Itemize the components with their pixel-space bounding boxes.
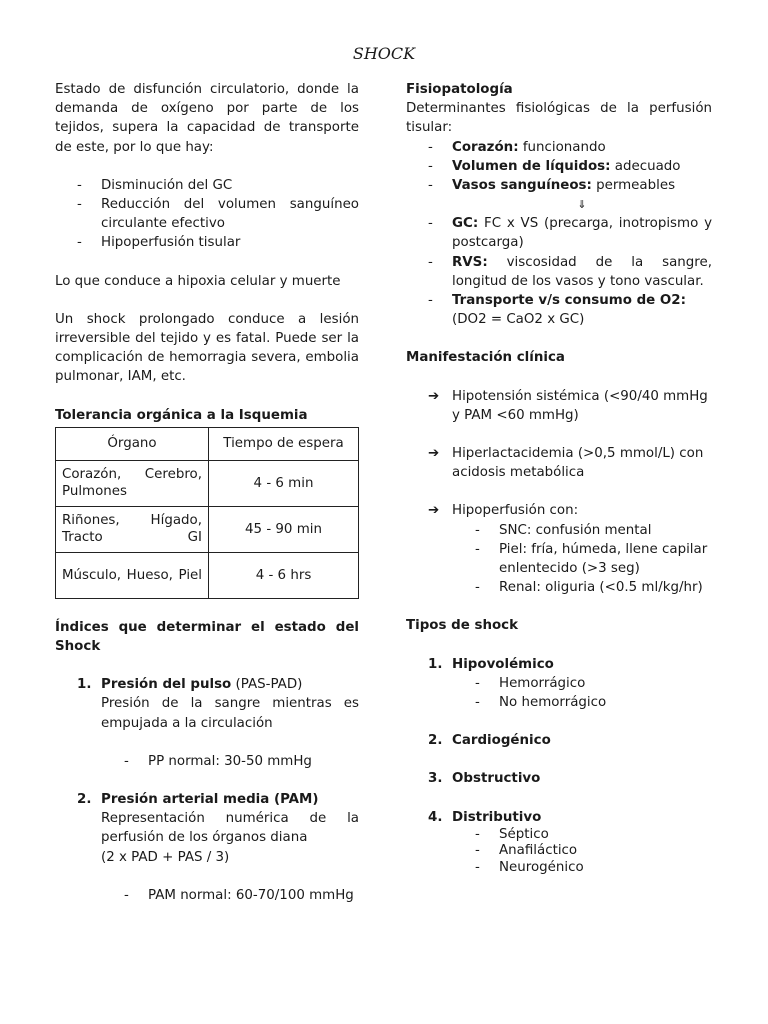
left-column — [55, 80, 359, 905]
down-arrow-icon: ⇓ — [577, 198, 587, 212]
formula: (2 x PAD + PAS / 3) — [101, 849, 230, 865]
type-item: 2. Cardiogénico — [428, 733, 551, 749]
index-item: 2. Presión arterial media (PAM) — [77, 792, 319, 808]
list-item: - Anafiláctico — [475, 843, 578, 859]
list-item: - Reducción del volumen sanguíneo circulante efectivo — [77, 197, 359, 232]
list-item: - Vasos sanguíneos: permeables — [428, 178, 676, 194]
list-item: ➔ Hipotensión sistémica (<90/40 mmHg y PAM <60 mmHg) — [406, 387, 712, 425]
tolerance-heading: Tolerancia orgánica a la Isquemia — [55, 407, 308, 423]
table-header: Tiempo de espera — [209, 427, 359, 460]
table-header: Órgano — [56, 427, 209, 460]
tolerance-table — [55, 427, 359, 599]
list-item: ➔ Hipoperfusión con: — [406, 501, 712, 520]
right-column — [406, 80, 712, 876]
time-cell: 4 - 6 hrs — [209, 552, 359, 598]
index-description: Presión de la sangre mientras es empujada a la circulación — [101, 696, 359, 731]
list-item: - Piel: fría, húmeda, llene capilar enlentecido (>3 seg) — [475, 541, 708, 577]
list-item: - PP normal: 30-50 mmHg — [124, 753, 312, 769]
arrow-icon: ➔ — [428, 388, 440, 404]
prolonged-paragraph: Un shock prolongado conduce a lesión irreversible del tejido y es fatal. Puede ser la complicación de hemorragia severa, embolia pulmonar, IAM, etc. — [55, 311, 359, 385]
manif-heading: Manifestación clínica — [406, 350, 565, 366]
list-item: - Transporte v/s consumo de O2: (DO2 = CaO2 x GC) — [428, 293, 686, 328]
page-title: SHOCK — [352, 44, 416, 63]
indices-heading: Índices que determinar el estado del Shock — [55, 619, 359, 655]
list-item: - Renal: oliguria (<0.5 ml/kg/hr) — [475, 580, 703, 596]
list-item: - Séptico — [475, 826, 549, 842]
time-cell: 45 - 90 min — [209, 506, 359, 552]
table-row — [56, 552, 359, 598]
arrow-icon: ➔ — [428, 503, 440, 519]
table-row — [56, 460, 359, 506]
index-description: Representación numérica de la perfusión de los órganos diana — [101, 811, 359, 846]
list-item: - Hipoperfusión tisular — [77, 235, 241, 251]
hypoxia-text: Lo que conduce a hipoxia celular y muerte — [55, 273, 341, 289]
table-row — [56, 506, 359, 552]
list-item: - Disminución del GC — [77, 177, 233, 193]
list-item: - Corazón: funcionando — [428, 139, 606, 155]
type-item: 3. Obstructivo — [428, 771, 541, 787]
types-heading: Tipos de shock — [406, 618, 519, 634]
intro-paragraph: Estado de disfunción circulatorio, donde la demanda de oxígeno por parte de los tejidos, supera la capacidad de transporte de este, por lo que hay: — [55, 82, 359, 155]
type-item: 1. Hipovolémico — [428, 656, 554, 672]
list-item: - PAM normal: 60-70/100 mmHg — [124, 887, 354, 903]
organ-cell: Riñones, Hígado, Tracto GI — [56, 506, 209, 552]
type-item: 4. Distributivo — [428, 809, 542, 825]
fisio-heading: Fisiopatología — [406, 82, 513, 97]
list-item: - Volumen de líquidos: adecuado — [428, 158, 681, 174]
list-item: - Hemorrágico — [475, 675, 586, 691]
arrow-icon: ➔ — [428, 446, 440, 462]
list-item: - Neurogénico — [475, 859, 584, 875]
time-cell: 4 - 6 min — [209, 460, 359, 506]
list-item: - No hemorrágico — [475, 695, 607, 711]
list-item: ➔ Hiperlactacidemia (>0,5 mmol/L) con acidosis metabólica — [406, 444, 712, 482]
organ-cell: Corazón, Cerebro, Pulmones — [56, 460, 209, 506]
index-item: 1. Presión del pulso (PAS-PAD) — [77, 677, 303, 693]
list-item: - RVS: viscosidad de la sangre, longitud de los vasos y tono vascular. — [428, 254, 712, 289]
list-item: - GC: FC x VS (precarga, inotropismo y postcarga) — [428, 216, 712, 251]
list-item: - SNC: confusión mental — [475, 522, 652, 538]
organ-cell: Músculo, Hueso, Piel — [56, 552, 209, 598]
fisio-intro: Determinantes fisiológicas de la perfusión tisular: — [406, 101, 712, 136]
